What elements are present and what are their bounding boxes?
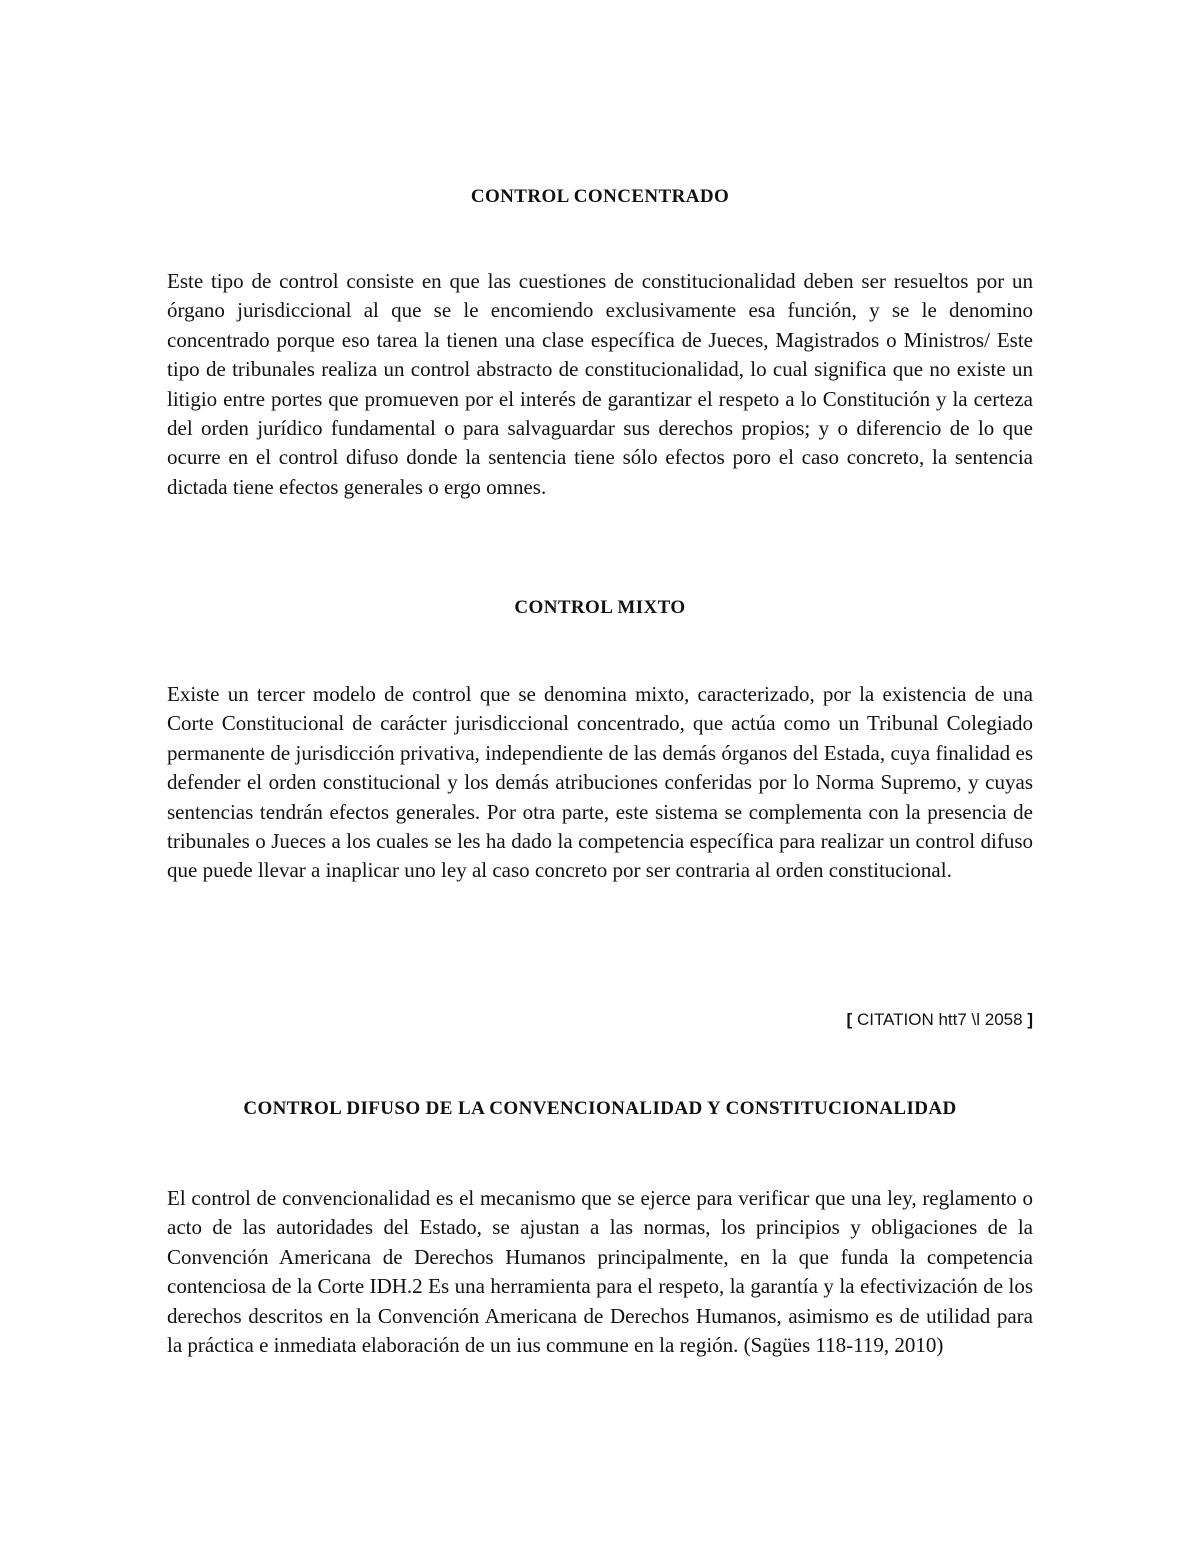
- section-title-control-difuso: CONTROL DIFUSO DE LA CONVENCIONALIDAD Y CONSTITUCIONALIDAD: [243, 1098, 957, 1119]
- citation-field: [167, 1010, 1033, 1030]
- citation-text: CITATION htt7 \l 2058: [856, 1010, 1023, 1029]
- section-title-control-mixto: CONTROL MIXTO: [514, 597, 686, 618]
- section-title-control-concentrado: CONTROL CONCENTRADO: [470, 186, 730, 207]
- citation-open-bracket: [: [846, 1010, 853, 1029]
- section-body-control-mixto: Existe un tercer modelo de control que se denomina mixto, caracterizado, por la existencia de una Corte Constitucional de carácter jurisdiccional concentrado, que actúa como un Tribunal Colegiado permanente de jurisdicción privativa, independiente de las demás órganos del Estada, cuya finalidad es defender el orden constitucional y los demás atribuciones conferidas por lo Norma Supremo, y cuyas sentencias tendrán efectos generales. Por otra parte, este sistema se complementa con la presencia de tribunales o Jueces a los cuales se les ha dado la competencia específica para realizar un control difuso que puede llevar a inaplicar uno ley al caso concreto por ser contraria al orden constitucional.: [167, 682, 1033, 883]
- section-body-control-concentrado: Este tipo de control consiste en que las cuestiones de constitucionalidad deben ser resueltos por un órgano jurisdiccional al que se le encomiendo exclusivamente esa función, y se le denomino concentrado porque eso tarea la tienen una clase específica de Jueces, Magistrados o Ministros/ Este tipo de tribunales realiza un control abstracto de constitucionalidad, lo cual significa que no existe un litigio entre portes que promueven por el interés de garantizar el respeto a lo Constitución y la certeza del orden jurídico fundamental o para salvaguardar sus derechos propios; y o diferencio de lo que ocurre en el control difuso donde la sentencia tiene sólo efectos poro el caso concreto, la sentencia dictada tiene efectos generales o ergo omnes.: [167, 269, 1033, 499]
- citation-close-bracket: ]: [1027, 1010, 1033, 1029]
- section-body-control-difuso: El control de convencionalidad es el mecanismo que se ejerce para verificar que una ley, reglamento o acto de las autoridades del Estado, se ajustan a las normas, los principios y obligaciones de la Convención Americana de Derechos Humanos principalmente, en la que funda la competencia contenciosa de la Corte IDH.2 Es una herramienta para el respeto, la garantía y la efectivización de los derechos descritos en la Convención Americana de Derechos Humanos, asimismo es de utilidad para la práctica e inmediata elaboración de un ius commune en la región. (Sagües 118-119, 2010): [167, 1186, 1033, 1358]
